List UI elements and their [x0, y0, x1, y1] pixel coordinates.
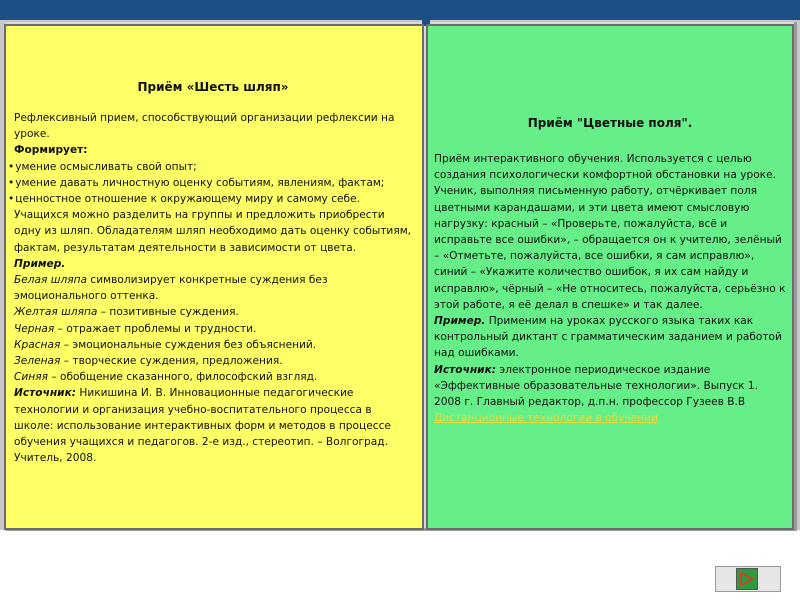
color-fields-body: Приём интерактивного обучения. Используется с целью создания психологически комфортной обстановки на уроке. Ученик, выполняя письменную работу, отчёркивает поля цветными карандашами, и эти цвета имеют смысловую нагрузку: красный – «Проверьте, пожалуйста, всё и исправьте все ошибки», – обращается он к учителю, зелёный – «Отметьте, пожалуйста, все ошибки, я сам исправлю», синий – «Укажите количество ошибок, я их сам найду и исправлю», чёрный – «Не относитесь, пожалуйста, серьёзно к этой работе, я её делал в спешке» и так далее. — [434, 153, 786, 311]
example-label: Пример. — [434, 315, 486, 328]
hat-line — [14, 272, 412, 304]
color-fields-text — [434, 151, 786, 426]
six-hats-panel — [4, 24, 424, 530]
example-text: Применим на уроках русского языка таких как контрольный диктант с грамматическим заданием и работой над ошибками. — [434, 315, 782, 360]
hat-name: Желтая шляпа — [14, 306, 98, 319]
hat-name: Красная — [14, 338, 61, 351]
hat-name: Черная — [14, 322, 55, 335]
hat-desc: – эмоциональные суждения без объяснений. — [60, 338, 317, 351]
hat-desc: – отражает проблемы и трудности. — [54, 322, 257, 335]
bullet-item: • ценностное отношение к окружающему миру и самому себе. — [14, 191, 412, 207]
example-line — [434, 313, 786, 362]
link-line — [434, 410, 786, 426]
forms-label: Формирует: — [14, 144, 88, 157]
bullet-item: • умение осмысливать свой опыт; — [14, 159, 412, 175]
source-label: Источник: — [434, 363, 497, 376]
hat-desc: – обобщение сказанного, философский взгляд. — [47, 371, 318, 384]
hat-name: Синяя — [14, 371, 48, 384]
six-hats-intro: Рефлексивный прием, способствующий организации рефлексии на уроке. — [14, 112, 395, 141]
color-fields-panel — [426, 24, 794, 530]
source-text: Никишина И. В. Инновационные педагогические технологии и организация учебно-воспитательного процесса в школе: использование интерактивных форм и методов в процессе обучения учащихся и педагогов. 2-е изд., стереотип. – Волгоград. Учитель, 2008. — [14, 387, 391, 465]
hat-line — [14, 369, 412, 385]
six-hats-text — [14, 110, 412, 466]
hat-line — [14, 337, 412, 353]
hat-line — [14, 304, 412, 320]
distance-tech-link[interactable]: Дистанционные технологии в обучении — [434, 412, 658, 425]
hat-line — [14, 321, 412, 337]
hat-name: Белая шляпа — [14, 274, 88, 287]
source-line — [14, 385, 412, 466]
next-slide-icon — [737, 569, 757, 589]
six-hats-title: Приём «Шесть шляп» — [137, 80, 289, 94]
color-fields-title: Приём "Цветные поля". — [527, 116, 693, 130]
hat-desc: – творческие суждения, предложения. — [60, 355, 283, 368]
source-text: электронное периодическое издание «Эффективные образовательные технологии». Выпуск 1. 2008 г. Главный редактор, д.п.н. профессор Гузеев В.В — [434, 363, 759, 409]
hat-desc: – позитивные суждения. — [97, 306, 239, 319]
hat-name: Зеленая — [14, 355, 61, 368]
source-label: Источник: — [14, 387, 77, 400]
next-slide-button[interactable] — [736, 568, 758, 590]
hat-line — [14, 353, 412, 369]
hat-desc: символизирует конкретные суждения без эмоционального оттенка. — [14, 274, 328, 303]
six-hats-description: Учащихся можно разделить на группы и предложить приобрести одну из шляп. Обладателям шляп необходимо дать оценку событиям, фактам, результатам деятельности в зависимости от цвета. — [14, 209, 412, 254]
top-band — [0, 0, 800, 20]
example-label: Пример. — [14, 257, 66, 270]
bullet-item: • умение давать личностную оценку событиям, явлениям, фактам; — [14, 175, 412, 191]
source-line — [434, 362, 786, 411]
